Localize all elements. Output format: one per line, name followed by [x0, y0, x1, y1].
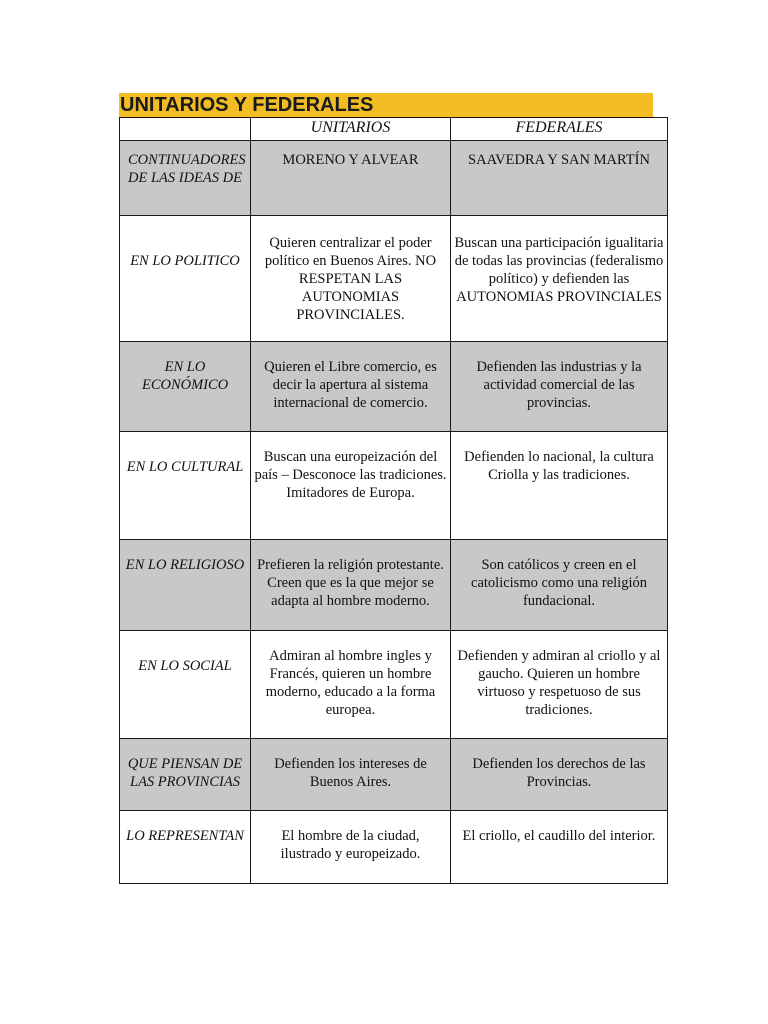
table-row	[120, 342, 668, 432]
row-label	[120, 631, 251, 739]
table-row	[120, 540, 668, 631]
unitarios-cell	[251, 432, 451, 540]
header-federales: FEDERALES	[451, 118, 668, 141]
table-row	[120, 432, 668, 540]
unitarios-text: Prefieren la religión protestante. Creen que es la que mejor se adapta al hombre moderno.	[257, 557, 444, 609]
row-label	[120, 739, 251, 811]
federales-cell	[451, 432, 668, 540]
federales-cell	[451, 631, 668, 739]
table-header-row	[120, 118, 668, 141]
row-label-text: QUE PIENSAN DE LAS PROVINCIAS	[127, 756, 243, 790]
row-label-text: EN LO ECONÓMICO	[142, 359, 229, 393]
federales-text: Defienden los derechos de las Provincias.	[472, 756, 646, 790]
unitarios-cell	[251, 141, 451, 216]
row-label	[120, 432, 251, 540]
row-label	[120, 342, 251, 432]
table-row	[120, 739, 668, 811]
unitarios-cell	[251, 342, 451, 432]
unitarios-cell	[251, 811, 451, 884]
row-label-text: EN LO SOCIAL	[138, 658, 232, 674]
federales-text: SAAVEDRA Y SAN MARTÍN	[468, 152, 650, 168]
unitarios-cell	[251, 540, 451, 631]
table-row	[120, 811, 668, 884]
federales-cell	[451, 342, 668, 432]
header-unitarios: UNITARIOS	[251, 118, 451, 141]
federales-cell	[451, 739, 668, 811]
unitarios-text: Buscan una europeización del país – Desconoce las tradiciones. Imitadores de Europa.	[254, 449, 447, 501]
unitarios-cell	[251, 631, 451, 739]
unitarios-text: Defienden los intereses de Buenos Aires.	[274, 756, 427, 790]
header-empty-cell	[120, 118, 251, 141]
row-label-text: EN LO CULTURAL	[126, 459, 244, 475]
row-label-text: EN LO RELIGIOSO	[125, 557, 245, 573]
unitarios-text: El hombre de la ciudad, ilustrado y europeizado.	[280, 828, 421, 862]
unitarios-text: Quieren el Libre comercio, es decir la apertura al sistema internacional de comercio.	[264, 359, 437, 411]
federales-text: Defienden y admiran al criollo y al gaucho. Quieren un hombre virtuoso y respetuoso de sus tradiciones.	[457, 648, 661, 718]
federales-text: Son católicos y creen en el catolicismo como una religión fundacional.	[471, 557, 647, 609]
federales-cell	[451, 216, 668, 342]
federales-text: Buscan una participación igualitaria de todas las provincias (federalismo político) y defienden las AUTONOMIAS PROVINCIALES	[454, 235, 664, 305]
page-title: UNITARIOS Y FEDERALES	[120, 94, 374, 116]
unitarios-cell	[251, 216, 451, 342]
federales-cell	[451, 540, 668, 631]
table-row	[120, 631, 668, 739]
federales-text: Defienden las industrias y la actividad comercial de las provincias.	[476, 359, 642, 411]
federales-cell	[451, 141, 668, 216]
row-label-text: LO REPRESENTAN	[126, 828, 244, 844]
federales-text: Defienden lo nacional, la cultura Criolla y las tradiciones.	[464, 449, 654, 483]
comparison-table	[119, 117, 668, 884]
row-label	[120, 216, 251, 342]
unitarios-cell	[251, 739, 451, 811]
unitarios-text: Admiran al hombre ingles y Francés, quieren un hombre moderno, educado a la forma europea.	[265, 648, 436, 718]
unitarios-text: MORENO Y ALVEAR	[282, 152, 419, 168]
table-row	[120, 141, 668, 216]
row-label	[120, 141, 251, 216]
federales-text: El criollo, el caudillo del interior.	[462, 828, 656, 844]
table-row	[120, 216, 668, 342]
row-label-text: EN LO POLITICO	[130, 253, 240, 269]
row-label	[120, 540, 251, 631]
row-label	[120, 811, 251, 884]
unitarios-text: Quieren centralizar el poder político en Buenos Aires. NO RESPETAN LAS AUTONOMIAS PROVINCIALES.	[264, 235, 437, 323]
federales-cell	[451, 811, 668, 884]
row-label-text: CONTINUADORES DE LAS IDEAS DE	[128, 152, 246, 186]
